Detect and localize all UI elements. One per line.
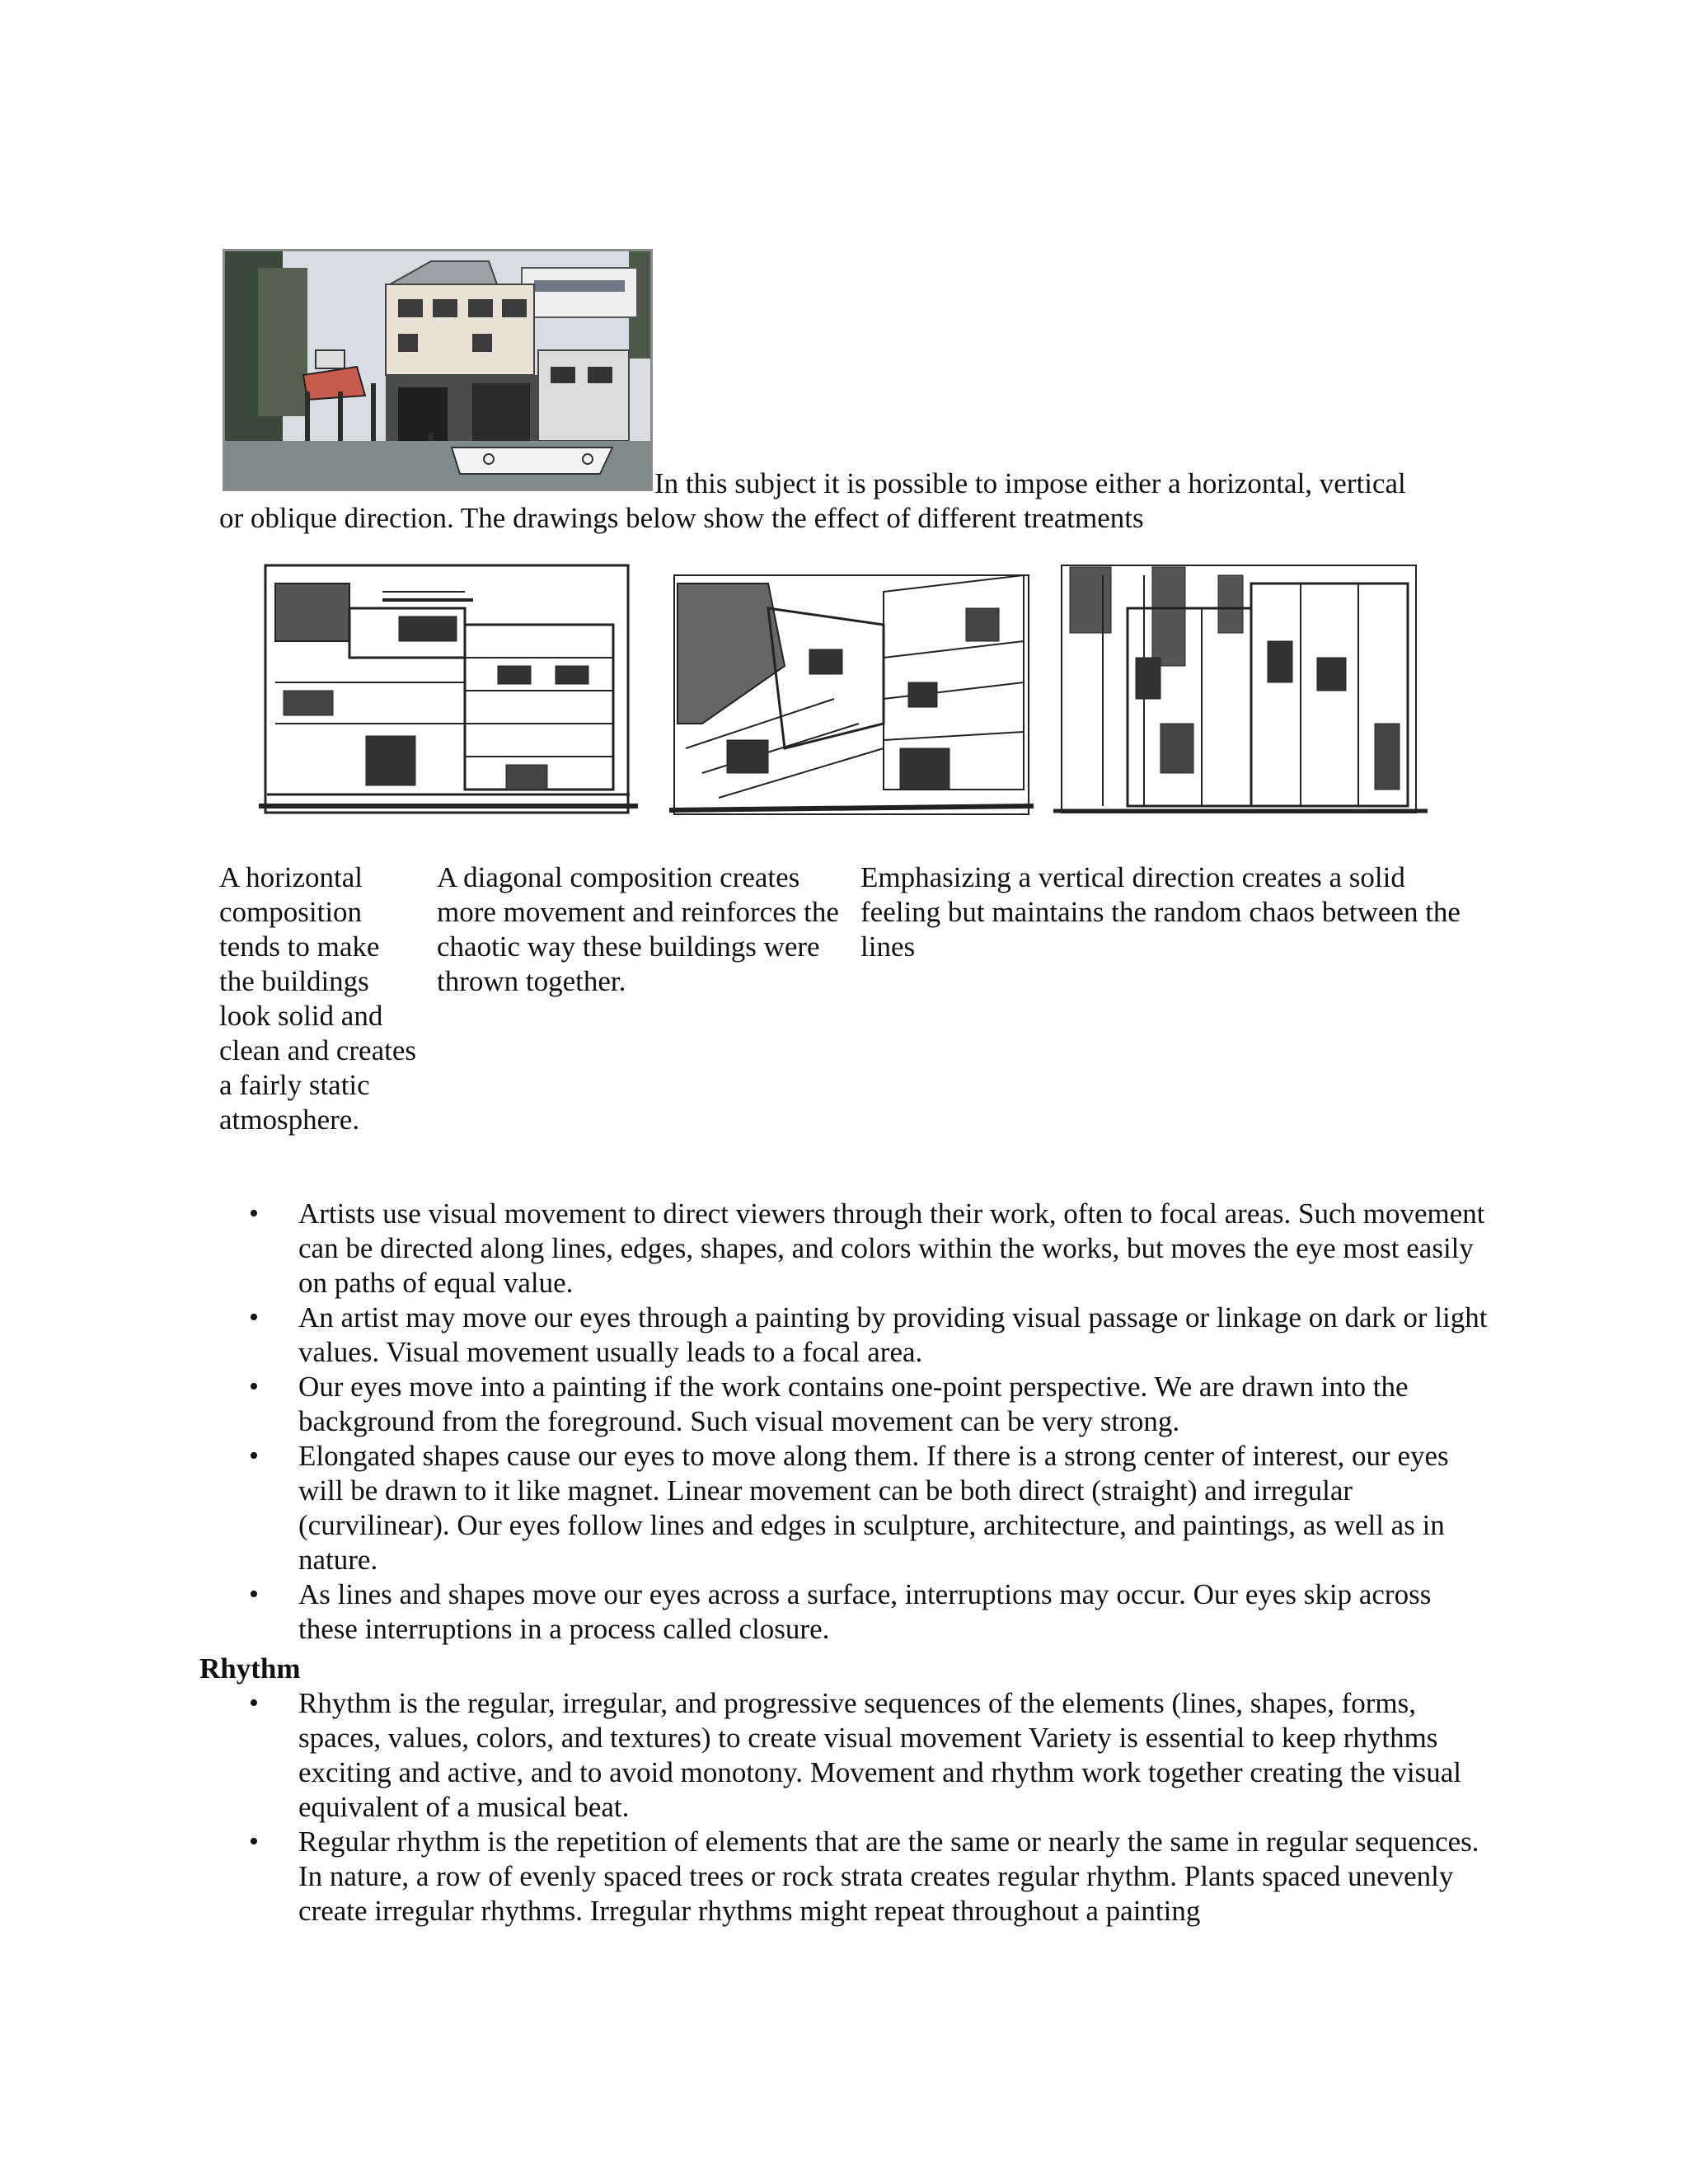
intro-paragraph (219, 466, 1456, 536)
caption-diagonal: A diagonal composition creates more movement and reinforces the chaotic way these buildings were thrown together. (437, 861, 839, 997)
waterfront-photo (223, 249, 653, 491)
list-item: • Rhythm is the regular, irregular, and progressive sequences of the elements (lines, shapes, forms, spaces, values, colors, and textures) to create visual movement Variety is essential to keep rhythms exciting and active, and to avoid monotony. Movement and rhythm work together creating the visual equivalent of a musical beat. (219, 1686, 1497, 1825)
list-item: • As lines and shapes move our eyes across a surface, interruptions may occur. Our eyes skip across these interruptions in a process called closure. (219, 1577, 1497, 1647)
sketch-diagonal (669, 559, 1034, 826)
list-item: • Artists use visual movement to direct viewers through their work, often to focal areas. Such movement can be directed along lines, edges, shapes, and colors within the works, but moves the eye most easily on paths of equal value. (219, 1197, 1497, 1301)
list-item: • Regular rhythm is the repetition of elements that are the same or nearly the same in regular sequences. In nature, a row of evenly spaced trees or rock strata creates regular rhythm. Plants spaced unevenly create irregular rhythms. Irregular rhythms might repeat throughout a painting (219, 1825, 1497, 1929)
sketch-vertical (1053, 559, 1428, 826)
caption-horizontal: A horizontal composition tends to make the buildings look solid and clean and creates a fairly static atmosphere. (219, 861, 417, 1136)
section-heading: Rhythm (199, 1652, 301, 1685)
list-item: • Elongated shapes cause our eyes to move along them. If there is a strong center of interest, our eyes will be drawn to it like magnet. Linear movement can be both direct (straight) and irregular (curvilinear). Our eyes follow lines and edges in sculpture, architecture, and paintings, as well as in nature. (219, 1439, 1497, 1577)
list-item: • Our eyes move into a painting if the work contains one-point perspective. We are drawn into the background from the foreground. Such visual movement can be very strong. (219, 1370, 1497, 1439)
rhythm-bullet-list (219, 1686, 1497, 1929)
intro-line-2: or oblique direction. The drawings below show the effect of different treatments (219, 502, 1144, 534)
intro-line-1: In this subject it is possible to impose either a horizontal, vertical (654, 467, 1406, 499)
caption-vertical: Emphasizing a vertical direction creates a solid feeling but maintains the random chaos between the lines (860, 861, 1461, 963)
movement-bullet-list (219, 1197, 1497, 1647)
list-item: • An artist may move our eyes through a painting by providing visual passage or linkage on dark or light values. Visual movement usually leads to a focal area. (219, 1301, 1497, 1370)
sketch-horizontal (259, 559, 638, 826)
